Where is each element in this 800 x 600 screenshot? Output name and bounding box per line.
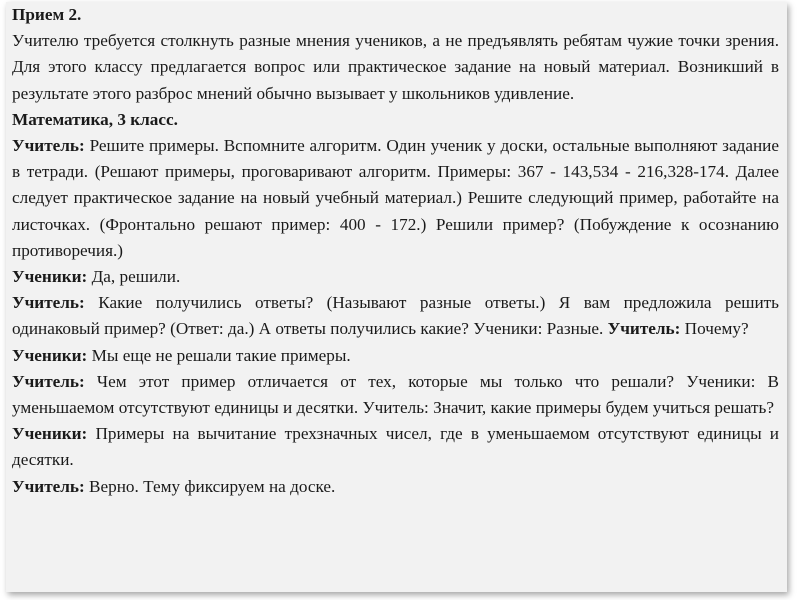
dialogue-text: Примеры на вычитание трехзначных чисел, где в уменьшаемом отсутствуют единицы и десятки.: [12, 424, 779, 470]
dialogue-line-4: [12, 343, 779, 369]
dialogue-text: Верно. Тему фиксируем на доске.: [84, 476, 336, 496]
dialogue-text: Чем этот пример отличается от тех, которые мы только что решали? Ученики: В уменьшаемом отсутствуют единицы и десятки. Учитель: Значит, какие примеры будем учиться решать?: [12, 371, 779, 418]
speaker-label: Учитель:: [12, 371, 85, 391]
dialogue-line-6: [12, 421, 779, 473]
speaker-label: Ученики:: [12, 267, 88, 287]
text-panel: [6, 2, 787, 592]
speaker-label-inline: Учитель:: [603, 319, 681, 339]
dialogue-text: Да, решили.: [87, 267, 181, 287]
dialogue-line-7: [12, 474, 779, 500]
intro-paragraph: Учителю требуется столкнуть разные мнения учеников, а не предъявлять ребятам чужие точки зрения. Для этого классу предлагается вопрос или практическое задание на новый материал. Возникший в результате этого разброс мнений обычно вызывает у школьников удивление.: [12, 31, 779, 103]
dialogue-text-continued: Почему?: [680, 319, 749, 339]
speaker-label: Учитель:: [12, 293, 85, 313]
speaker-label: Учитель:: [12, 136, 85, 156]
speaker-label: Ученики:: [12, 424, 88, 444]
speaker-label: Учитель:: [12, 476, 85, 496]
dialogue-text: Мы еще не решали такие примеры.: [87, 345, 351, 365]
dialogue-line-5: [12, 369, 779, 421]
subject-heading: Математика, 3 класс.: [12, 109, 178, 129]
speaker-label: Ученики:: [12, 345, 88, 365]
dialogue-text: Решите примеры. Вспомните алгоритм. Один ученик у доски, остальные выполняют задание в тетради. (Решают примеры, проговаривают алгоритм. Примеры: 367 - 143,534 - 216,328-174. Далее следует практическое задание на новый учебный материал.) Решите следующий пример, работайте на листочках. (Фронтально решают пример: 400 - 172.) Решили пример? (Побуждение к осознанию противоречия.): [12, 136, 779, 260]
dialogue-line-3: [12, 290, 779, 342]
dialogue-text: Какие получились ответы? (Называют разные ответы.) Я вам предложила решить одинаковый пример? (Ответ: да.) А ответы получились какие? Ученики: Разные.: [12, 293, 779, 339]
dialogue-line-1: [12, 133, 779, 264]
technique-heading: Прием 2.: [12, 5, 82, 24]
dialogue-line-2: [12, 264, 779, 290]
